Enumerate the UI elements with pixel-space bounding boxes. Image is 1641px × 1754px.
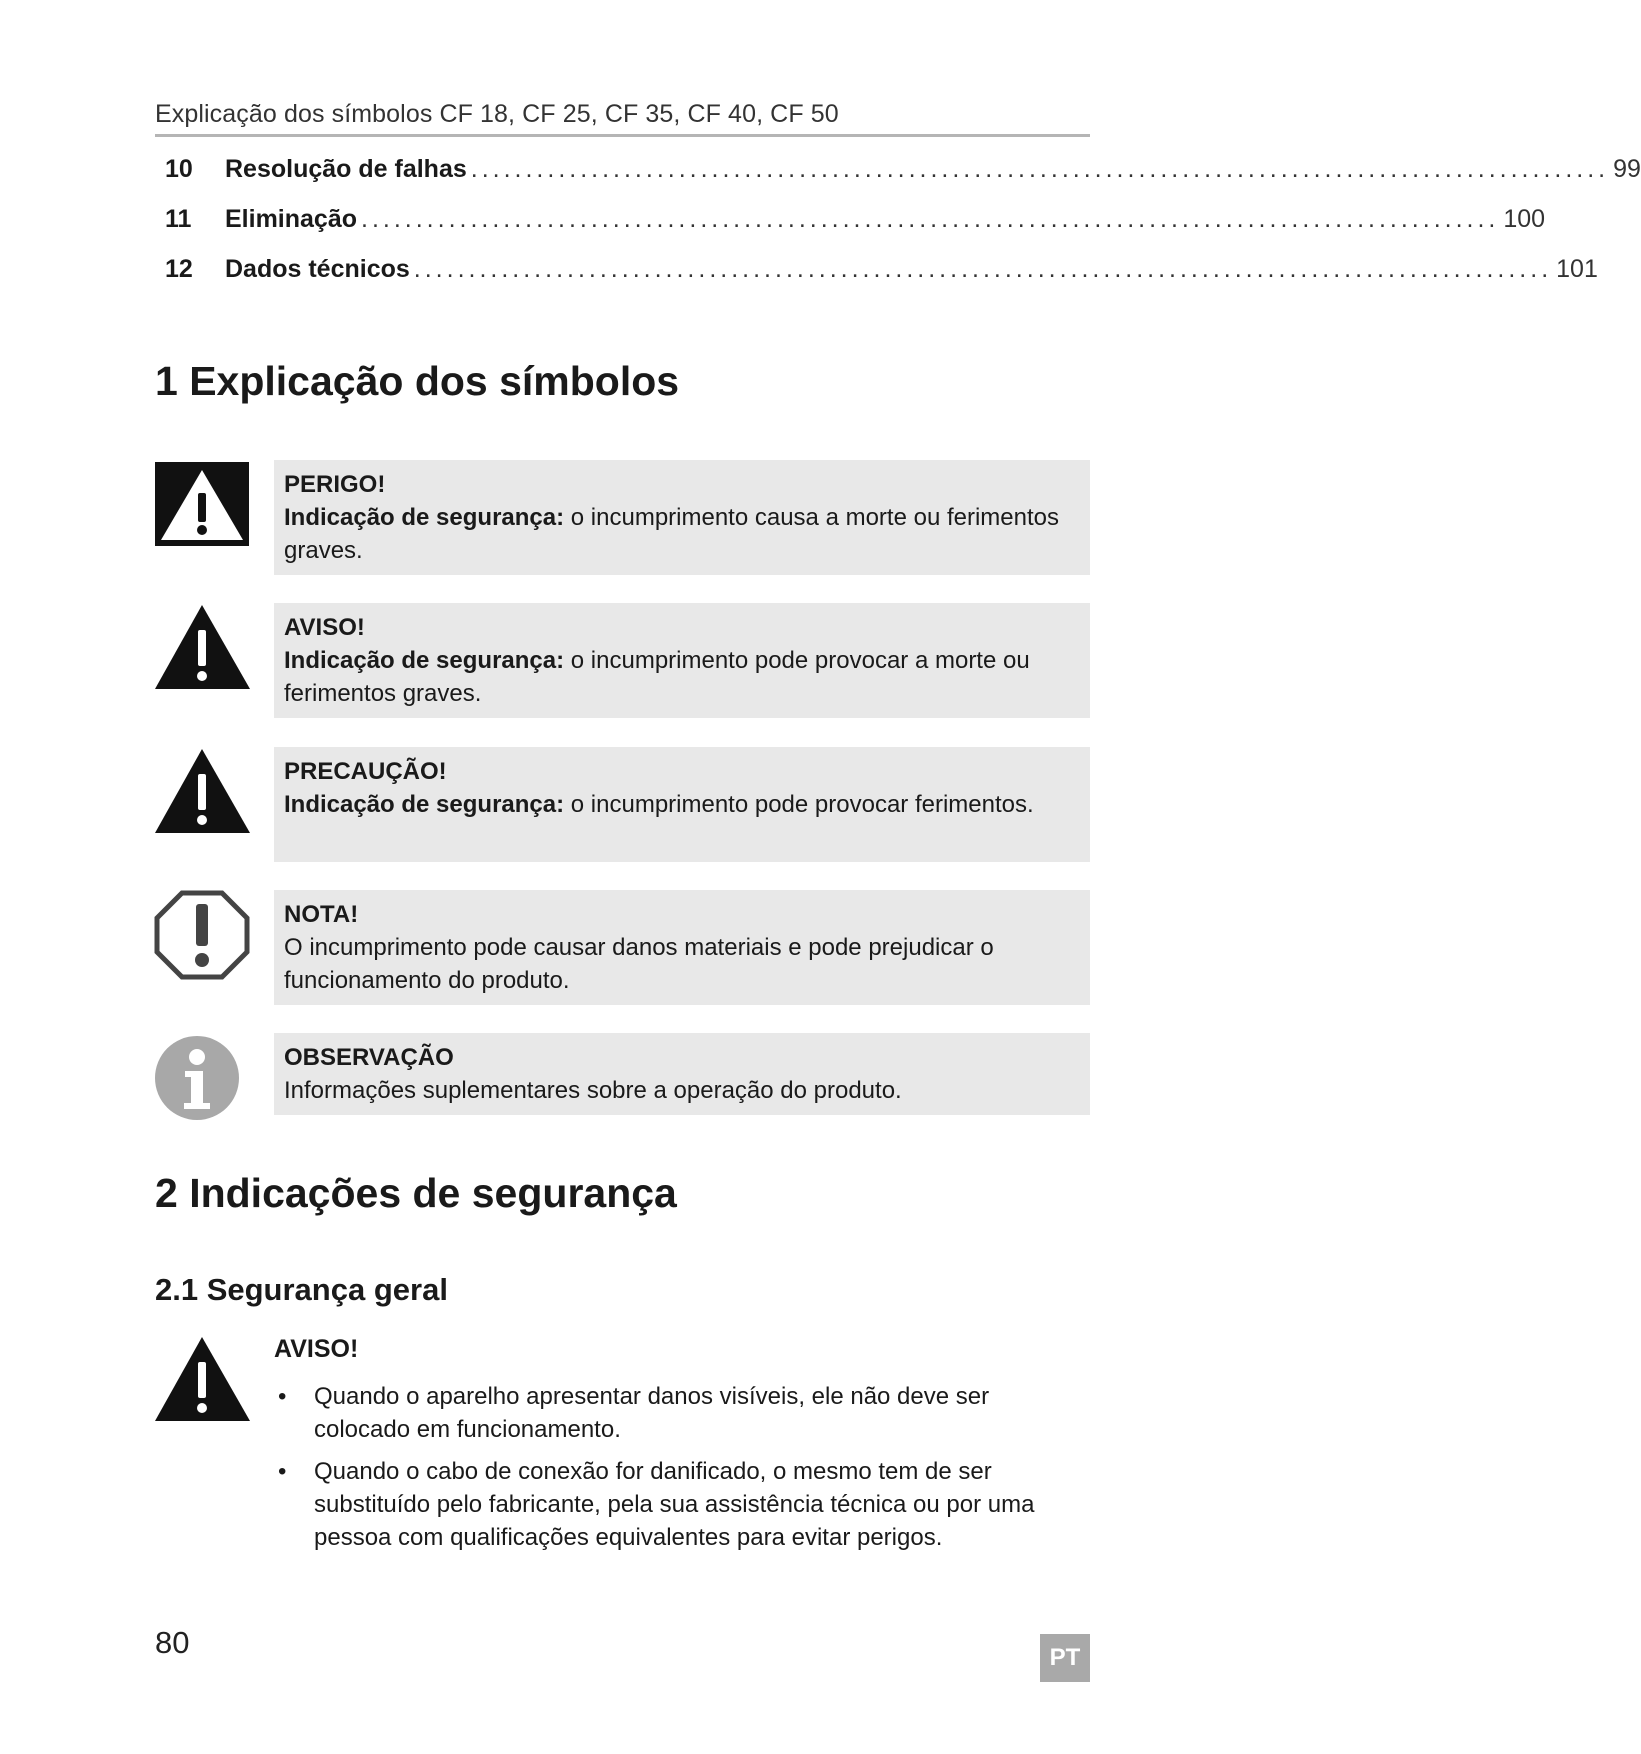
subsection-heading: 2.1 Segurança geral	[155, 1272, 448, 1307]
warning-label: AVISO!	[274, 1335, 359, 1363]
toc-entry[interactable]	[155, 205, 1546, 255]
symbol-description	[274, 747, 1090, 862]
symbol-description	[274, 1033, 1090, 1115]
toc-title: Resolução de falhas	[225, 155, 467, 183]
symbol-description	[274, 460, 1090, 575]
toc-entry[interactable]	[155, 255, 1598, 305]
symbol-bold-text: Indicação de segurança:	[284, 504, 565, 531]
section-heading: 2 Indicações de segurança	[155, 1170, 677, 1216]
toc-number: 12	[165, 255, 193, 283]
toc-page: 99	[1613, 155, 1641, 183]
symbol-description	[274, 603, 1090, 718]
table-of-contents	[155, 155, 1641, 305]
warning-icon	[155, 603, 251, 693]
symbol-text: o incumprimento pode provocar ferimentos.	[564, 791, 1034, 818]
symbol-text: o incumprimento pode provocar a morte ou ferimentos graves.	[284, 647, 1030, 707]
toc-title: Eliminação	[225, 205, 357, 233]
page-number: 80	[155, 1625, 190, 1660]
list-item: • Quando o aparelho apresentar danos visíveis, ele não deve ser colocado em funcionamento.	[274, 1380, 1090, 1446]
symbol-description	[274, 890, 1090, 1005]
symbol-text: o incumprimento causa a morte ou ferimentos graves.	[284, 504, 1060, 564]
warning-list	[274, 1380, 1090, 1563]
notice-icon	[155, 890, 251, 980]
toc-number: 10	[165, 155, 193, 183]
toc-number: 11	[165, 205, 192, 233]
danger-icon	[155, 460, 251, 550]
warning-icon	[155, 1335, 251, 1425]
toc-leader: ........................................................................................................	[361, 205, 1500, 233]
toc-leader: ........................................................................................................	[413, 255, 1553, 283]
toc-page: 100	[1503, 205, 1546, 233]
symbol-label: AVISO!	[284, 614, 365, 641]
symbol-bold-text: Indicação de segurança:	[284, 647, 565, 674]
toc-page: 101	[1556, 255, 1598, 283]
info-icon	[155, 1033, 251, 1123]
language-badge: PT	[1040, 1634, 1090, 1682]
toc-leader: ........................................................................................................	[470, 155, 1610, 183]
symbol-label: NOTA!	[284, 901, 359, 928]
symbol-label: PRECAUÇÃO!	[284, 758, 447, 785]
symbol-label: OBSERVAÇÃO	[284, 1044, 454, 1071]
section-heading: 1 Explicação dos símbolos	[155, 358, 680, 404]
toc-title: Dados técnicos	[225, 255, 410, 283]
toc-entry[interactable]	[155, 155, 1641, 205]
list-item: • Quando o cabo de conexão for danificado, o mesmo tem de ser substituído pelo fabricante, pela sua assistência técnica ou por uma pessoa com qualificações equivalentes para evitar perigos.	[274, 1455, 1090, 1554]
symbol-text: O incumprimento pode causar danos materiais e pode prejudicar o funcionamento do produto.	[284, 934, 994, 994]
symbol-text: Informações suplementares sobre a operação do produto.	[284, 1077, 902, 1104]
symbol-label: PERIGO!	[284, 471, 386, 498]
page-header: Explicação dos símbolos CF 18, CF 25, CF 35, CF 40, CF 50	[155, 100, 1090, 137]
caution-icon	[155, 747, 251, 837]
symbol-bold-text: Indicação de segurança:	[284, 791, 565, 818]
